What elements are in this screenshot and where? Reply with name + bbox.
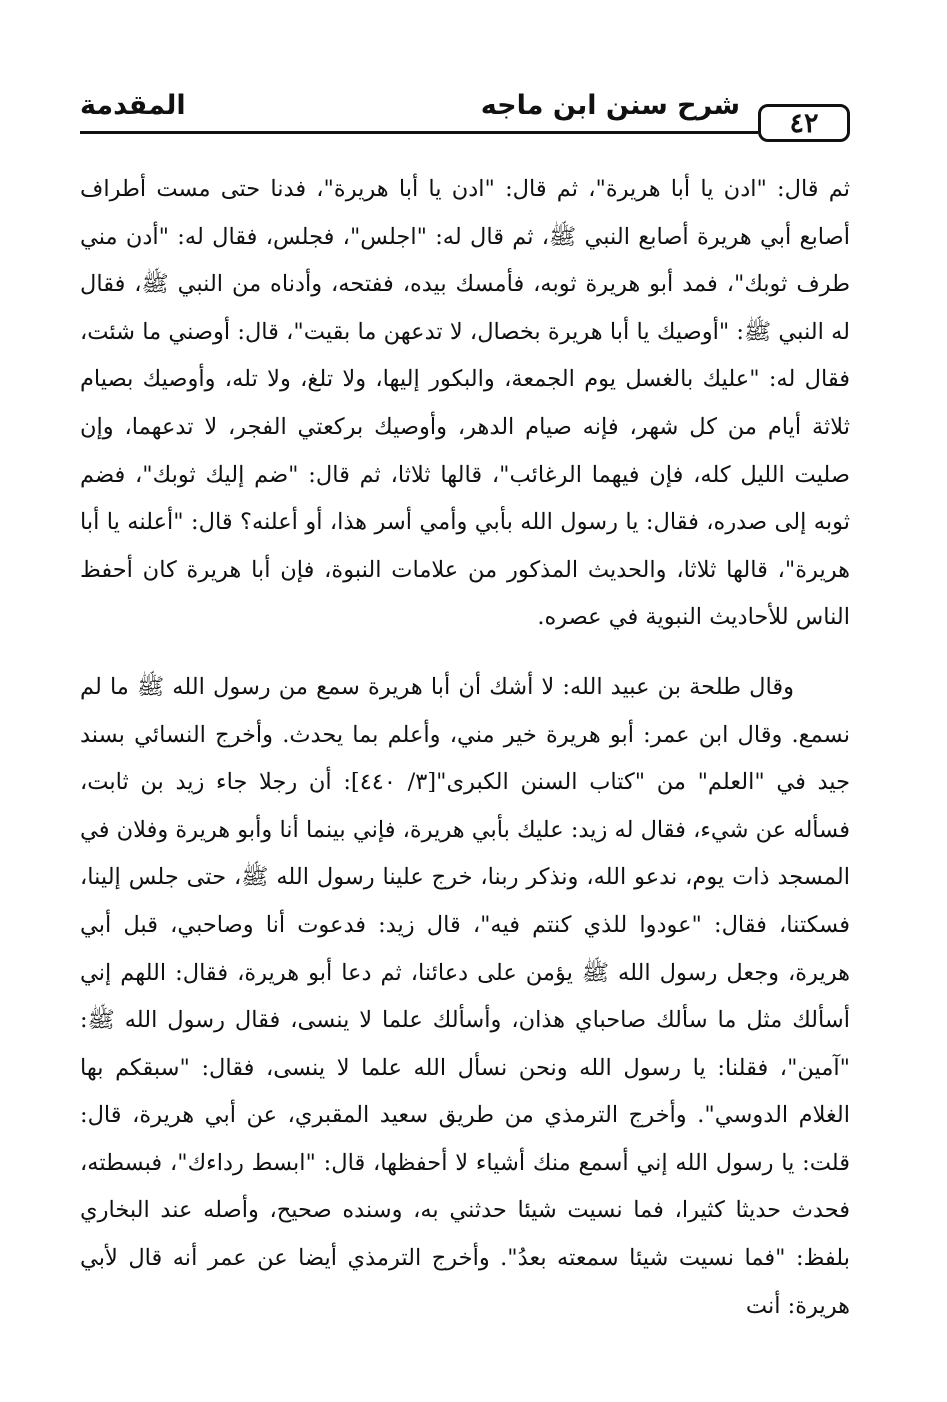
body-text [80,166,850,1330]
page-header [80,88,850,148]
header-rule [80,131,758,134]
paragraph-2: وقال طلحة بن عبيد الله: لا أشك أن أبا هريرة سمع من رسول الله ﷺ ما لم نسمع. وقال ابن عمر: أبو هريرة خير مني، وأعلم بما يحدث. وأخرج النسائي بسند جيد في "العلم" من "كتاب السنن الكبرى"[٣/ ٤٤٠]: أن رجلا جاء زيد بن ثابت، فسأله عن شيء، فقال له زيد: عليك بأبي هريرة، فإني بينما أنا وأبو هريرة وفلان في المسجد ذات يوم، ندعو الله، ونذكر ربنا، خرج علينا رسول الله ﷺ، حتى جلس إلينا، فسكتنا، فقال: "عودوا للذي كنتم فيه"، قال زيد: فدعوت أنا وصاحبي، قبل أبي هريرة، وجعل رسول الله ﷺ يؤمن على دعائنا، ثم دعا أبو هريرة، فقال: اللهم إني أسألك مثل ما سألك صاحباي هذان، وأسألك علما لا ينسى، فقال رسول الله ﷺ: "آمين"، فقلنا: يا رسول الله ونحن نسأل الله علما لا ينسى، فقال: "سبقكم بها الغلام الدوسي". وأخرج الترمذي من طريق سعيد المقبري، عن أبي هريرة، قال: قلت: يا رسول الله إني أسمع منك أشياء لا أحفظها، قال: "ابسط رداءك"، فبسطته، فحدث حديثا كثيرا، فما نسيت شيئا حدثني به، وسنده صحيح، وأصله عند البخاري بلفظ: "فما نسيت شيئا سمعته بعدُ". وأخرج الترمذي أيضا عن عمر أنه قال لأبي هريرة: أنت [80,673,851,1319]
paragraph-1: ثم قال: "ادن يا أبا هريرة"، ثم قال: "ادن يا أبا هريرة"، فدنا حتى مست أطراف أصابع أبي هريرة أصابع النبي ﷺ، ثم قال له: "اجلس"، فجلس، فقال له: "أدن مني طرف ثوبك"، فمد أبو هريرة ثوبه، فأمسك بيده، ففتحه، وأدناه من النبي ﷺ، فقال له النبي ﷺ: "أوصيك يا أبا هريرة بخصال، لا تدعهن ما بقيت"، قال: أوصني ما شئت، فقال له: "عليك بالغسل يوم الجمعة، والبكور إليها، ولا تلغ، ولا تله، وأوصيك بصيام ثلاثة أيام من كل شهر، فإنه صيام الدهر، وأوصيك بركعتي الفجر، لا تدعهما، وإن صليت الليل كله، فإن فيهما الرغائب"، قالها ثلاثا، ثم قال: "ضم إليك ثوبك"، فضم ثوبه إلى صدره، فقال: يا رسول الله بأبي وأمي أسر هذا، أو أعلنه؟ قال: "أعلنه يا أبا هريرة"، قالها ثلاثا، والحديث المذكور من علامات النبوة، فإن أبا هريرة كان أحفظ الناس للأحاديث النبوية في عصره. [80,176,850,631]
book-title: شرح سنن ابن ماجه [475,88,746,124]
section-title: المقدمة [80,88,192,124]
page-number: ٤٢ [758,104,850,142]
